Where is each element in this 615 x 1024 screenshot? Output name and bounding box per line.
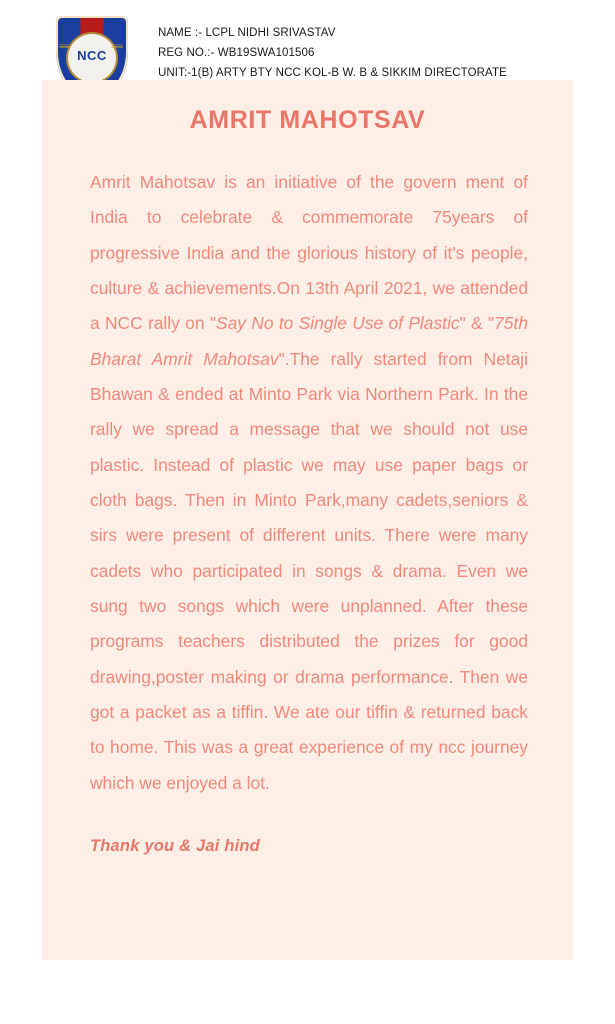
crest-motif-left-icon: ≡≡≡ [59,42,71,51]
body-paragraph [42,135,573,801]
page-title: AMRIT MAHOTSAV [189,106,426,134]
cadet-unit-line: UNIT:-1(B) ARTY BTY NCC KOL-B W. B & SIKKIM DIRECTORATE [158,66,507,79]
cadet-regno-line: REG NO.:- WB19SWA101506 [158,46,315,59]
quoted-theme-1: Say No to Single Use of Plastic [216,313,460,334]
paragraph-part-1: Amrit Mahotsav is an initiative of the govern ment of India to celebrate & commemorate 75years of progressive India and the glorious history of it's people, culture & achievements.On 13th April 2021, we attended a NCC rally on " [90,172,528,334]
signoff-text: Thank you & Jai hind [90,836,260,855]
document-sheet [42,80,573,960]
quoted-theme-2: 75th Bharat Amrit Mahotsav [90,313,528,369]
crest-acronym-label: NCC [77,48,107,63]
cadet-name-line: NAME :- LCPL NIDHI SRIVASTAV [158,27,336,39]
paragraph-part-2: " & " [459,313,495,334]
document-header [0,0,615,80]
crest-motif-right-icon: ≡≡≡ [111,42,123,51]
paragraph-part-3: ".The rally started from Netaji Bhawan & ended at Minto Park via Northern Park. In the rally we spread a message that we should not use plastic. Instead of plastic we may use paper bags or cloth bags. Then in Minto Park,many cadets,seniors & sirs were present of different units. There were many cadets who participated in songs & drama. Even we sung two songs which were unplanned. After these programs teachers distributed the prizes for good drawing,poster making or drama performance. Then we got a packet as a tiffin. We ate our tiffin & returned back to home. This was a great experience of my ncc journey which we enjoyed a lot. [90,348,528,793]
cadet-details-block [158,24,598,83]
